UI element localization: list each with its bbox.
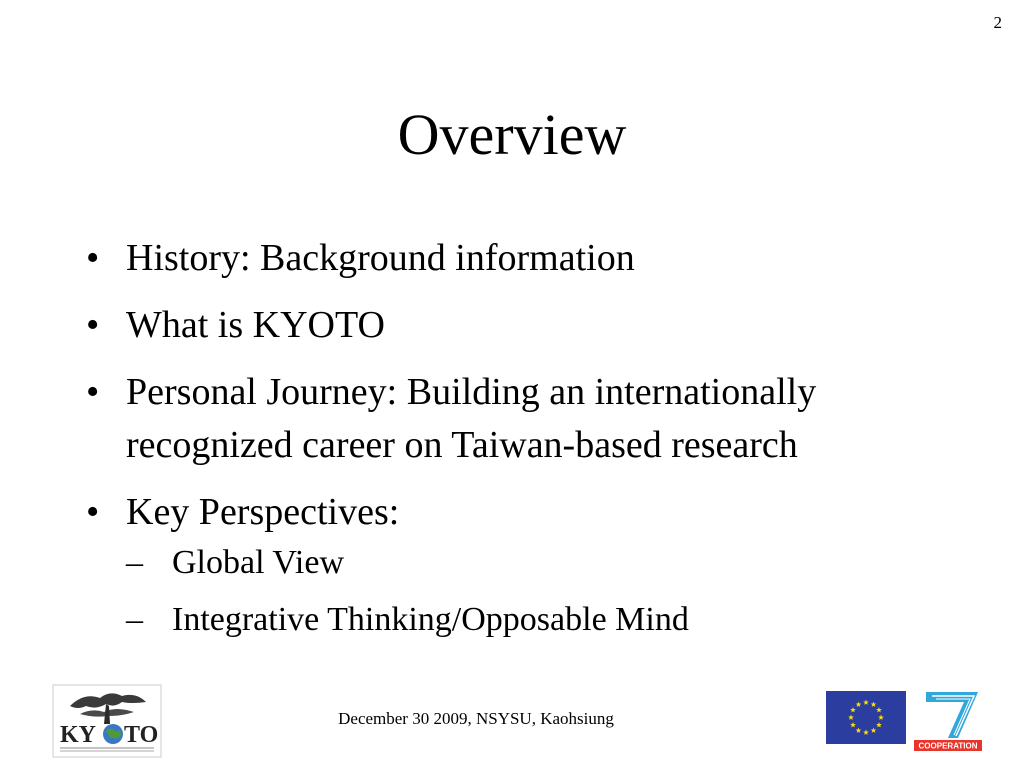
- sub-bullet-text: Integrative Thinking/Opposable Mind: [172, 601, 689, 638]
- bullet-item: [86, 366, 826, 472]
- fp7-cooperation-logo: [910, 688, 986, 752]
- bullet-text: What is KYOTO: [126, 304, 385, 346]
- kyoto-wordmark-right: TO: [124, 722, 159, 748]
- bullet-text: History: Background information: [126, 237, 635, 279]
- sub-bullet-list: [126, 541, 826, 641]
- bullet-item: [86, 486, 826, 641]
- slide-footer: December 30 2009, NSYSU, Kaohsiung: [338, 709, 614, 728]
- sub-bullet-item: [126, 598, 826, 641]
- eu-flag-icon: [826, 691, 906, 744]
- bullet-marker: •: [86, 304, 100, 346]
- slide-title: Overview: [397, 102, 627, 167]
- sub-bullet-marker: –: [126, 601, 143, 638]
- fp7-cooperation-label: COOPERATION: [918, 741, 978, 751]
- slide-number: 2: [993, 13, 1002, 32]
- sub-bullet-marker: –: [126, 544, 143, 581]
- sub-bullet-text: Global View: [172, 544, 345, 581]
- bullet-list: [86, 232, 826, 655]
- sub-bullet-item: [126, 541, 826, 584]
- bullet-marker: •: [86, 237, 100, 279]
- bullet-marker: •: [86, 371, 100, 413]
- bullet-marker: •: [86, 491, 100, 533]
- bullet-item: [86, 299, 826, 352]
- bullet-item: [86, 232, 826, 285]
- bullet-text: Key Perspectives:: [126, 491, 400, 533]
- kyoto-logo: [52, 684, 162, 758]
- kyoto-wordmark-left: KY: [60, 722, 96, 748]
- bullet-text: Personal Journey: Building an internationally recognized career on Taiwan-based research: [126, 371, 817, 466]
